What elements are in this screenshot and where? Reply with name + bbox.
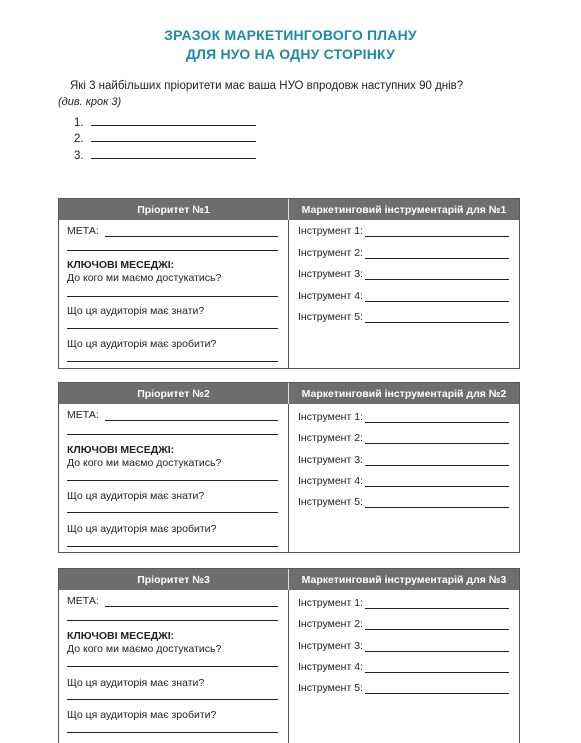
answer-line	[67, 699, 278, 700]
answer-line	[67, 732, 278, 733]
tool-line	[365, 301, 509, 302]
do-question: Що ця аудиторія має зробити?	[67, 709, 217, 721]
tool-label: Інструмент 4:	[298, 475, 363, 487]
goal-line	[67, 620, 278, 621]
answer-line	[67, 480, 278, 481]
tools-list	[289, 404, 519, 552]
answer-line	[67, 512, 278, 513]
reach-question: До кого ми маємо достукатись?	[67, 272, 222, 284]
tool-line	[365, 258, 509, 259]
tool-line	[365, 236, 509, 237]
tool-label: Інструмент 4:	[298, 661, 363, 673]
priorities-list	[74, 112, 256, 162]
tool-label: Інструмент 1:	[298, 597, 363, 609]
priority-header: Пріоритет №2	[59, 383, 289, 404]
tool-line	[365, 322, 509, 323]
answer-line	[67, 361, 278, 362]
priority-header: Пріоритет №1	[59, 199, 289, 220]
priority-block-3	[58, 568, 520, 743]
priority-details	[59, 220, 289, 368]
tool-label: Інструмент 2:	[298, 247, 363, 259]
answer-line	[67, 328, 278, 329]
priority-header: Пріоритет №3	[59, 569, 289, 590]
priority-number: 1.	[74, 116, 84, 129]
tool-label: Інструмент 3:	[298, 454, 363, 466]
key-messages-label: КЛЮЧОВІ МЕСЕДЖІ:	[67, 444, 175, 456]
goal-label: МЕТА:	[67, 409, 99, 421]
priority-number: 2.	[74, 133, 84, 145]
goal-line	[67, 250, 278, 251]
priority-details	[59, 404, 289, 552]
block-header	[59, 569, 519, 590]
tool-label: Інструмент 5:	[298, 311, 363, 323]
tool-line	[365, 486, 509, 487]
priority-block-1	[58, 198, 520, 369]
tool-line	[365, 279, 509, 280]
tool-line	[365, 651, 509, 652]
priority-entry-3	[74, 145, 256, 162]
tool-line	[365, 465, 509, 466]
tool-line	[365, 507, 509, 508]
tool-line	[365, 443, 509, 444]
title-line-2: ДЛЯ НУО НА ОДНУ СТОРІНКУ	[185, 46, 396, 62]
title-line-1: ЗРАЗОК МАРКЕТИНГОВОГО ПЛАНУ	[164, 27, 417, 43]
reach-question: До кого ми маємо достукатись?	[67, 643, 222, 655]
do-question: Що ця аудиторія має зробити?	[67, 523, 217, 535]
tools-list	[289, 220, 519, 368]
tools-header: Маркетинговий інструментарій для №2	[301, 387, 507, 400]
key-messages-label: КЛЮЧОВІ МЕСЕДЖІ:	[67, 259, 175, 271]
answer-line	[67, 666, 278, 667]
tool-line	[365, 693, 509, 694]
tool-line	[365, 629, 509, 630]
goal-label: МЕТА:	[67, 595, 99, 607]
tool-label: Інструмент 2:	[298, 618, 363, 630]
priority-entry-1	[74, 112, 256, 129]
tool-label: Інструмент 5:	[298, 496, 363, 508]
block-header	[59, 199, 519, 220]
block-body	[59, 590, 519, 743]
block-body	[59, 220, 519, 368]
goal-line	[105, 236, 278, 237]
block-body	[59, 404, 519, 552]
tool-label: Інструмент 5:	[298, 682, 363, 694]
priority-blank-line	[91, 141, 256, 142]
do-question: Що ця аудиторія має зробити?	[67, 338, 217, 350]
priority-blank-line	[91, 158, 256, 159]
tool-label: Інструмент 1:	[298, 225, 363, 237]
know-question: Що ця аудиторія має знати?	[67, 490, 205, 502]
tool-label: Інструмент 4:	[298, 290, 363, 302]
priorities-question: Які 3 найбільших пріоритети має ваша НУО впродовж наступних 90 днів?	[70, 80, 464, 92]
priority-block-2	[58, 382, 520, 553]
priority-number: 3.	[74, 149, 84, 162]
goal-line	[105, 606, 278, 607]
tool-line	[365, 608, 509, 609]
goal-line	[67, 434, 278, 435]
tools-list	[289, 590, 519, 743]
tool-label: Інструмент 3:	[298, 268, 363, 280]
goal-line	[105, 420, 278, 421]
key-messages-label: КЛЮЧОВІ МЕСЕДЖІ:	[67, 630, 175, 642]
tool-label: Інструмент 2:	[298, 432, 363, 444]
answer-line	[67, 296, 278, 297]
tools-header: Маркетинговий інструментарій для №1	[301, 203, 507, 216]
priority-details	[59, 590, 289, 743]
know-question: Що ця аудиторія має знати?	[67, 305, 205, 317]
priority-blank-line	[91, 125, 256, 126]
tool-label: Інструмент 1:	[298, 411, 363, 423]
goal-label: МЕТА:	[67, 225, 99, 237]
tool-line	[365, 422, 509, 423]
tool-line	[365, 672, 509, 673]
tools-header: Маркетинговий інструментарій для №3	[301, 573, 507, 586]
question-hint: (див. крок 3)	[58, 96, 122, 108]
know-question: Що ця аудиторія має знати?	[67, 677, 205, 689]
reach-question: До кого ми маємо достукатись?	[67, 457, 222, 469]
tool-label: Інструмент 3:	[298, 640, 363, 652]
answer-line	[67, 546, 278, 547]
block-header	[59, 383, 519, 404]
priority-entry-2	[74, 129, 256, 146]
document-title	[0, 26, 581, 64]
